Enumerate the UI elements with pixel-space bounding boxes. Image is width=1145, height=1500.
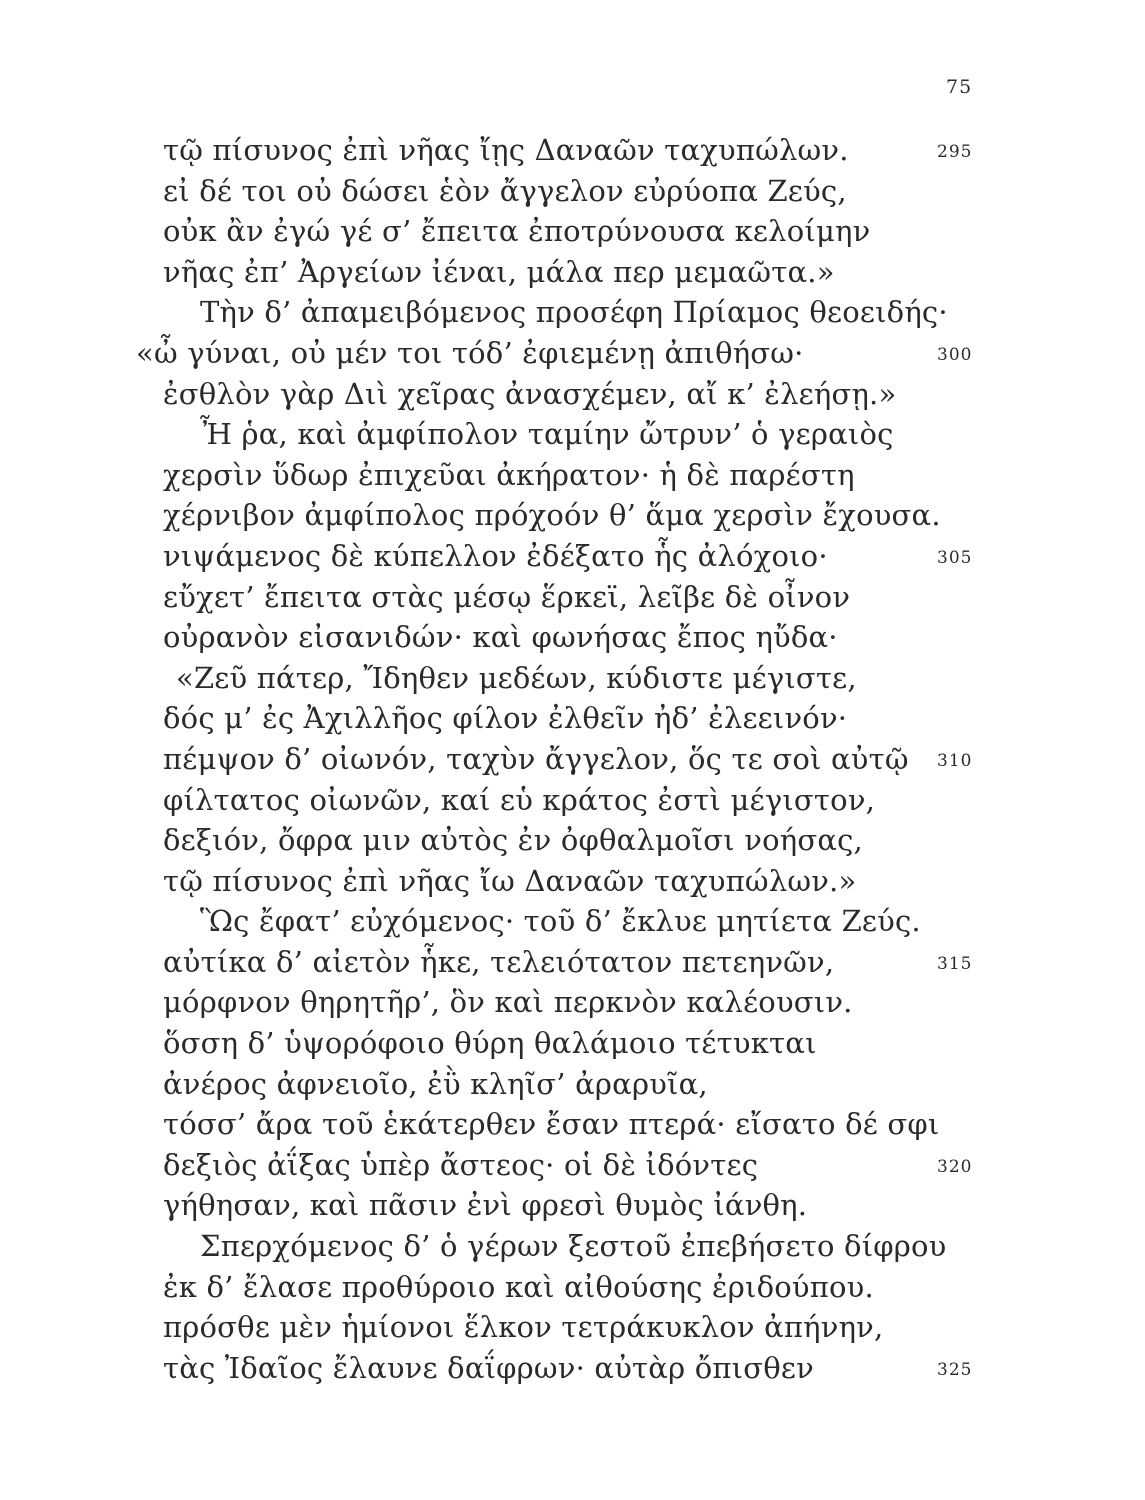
verse-text: εἰ δέ τοι οὐ δώσει ἑὸν ἄγγελον εὐρύοπα Ζεύς, <box>163 173 847 208</box>
verse-line <box>0 901 1145 942</box>
verse-text: μόρφνον θηρητῆρ’, ὃν καὶ περκνὸν καλέουσιν. <box>163 985 853 1020</box>
verse-text: πέμψον δ’ οἰωνόν, ταχὺν ἄγγελον, ὅς τε σοὶ αὐτῷ <box>163 741 909 776</box>
verse-text: ὅσση δ’ ὑψορόφοιο θύρη θαλάμοιο τέτυκται <box>163 1026 817 1061</box>
verse-text: χερσὶν ὕδωρ ἐπιχεῦαι ἀκήρατον· ἡ δὲ παρέστη <box>163 457 855 492</box>
verse-line <box>0 820 1145 861</box>
verse-line <box>0 861 1145 902</box>
verse-text: δεξιόν, ὄφρα μιν αὐτὸς ἐν ὀφθαλμοῖσι νοήσας, <box>163 823 863 858</box>
verse-text: πρόσθε μὲν ἡμίονοι ἕλκον τετράκυκλον ἀπήνην, <box>163 1310 884 1345</box>
verse-line <box>0 333 1145 374</box>
verse-line <box>0 414 1145 455</box>
verse-text: Ἦ ῥα, καὶ ἀμφίπολον ταμίην ὤτρυν’ ὁ γεραιὸς <box>200 417 894 452</box>
verse-text: Ὣς ἔφατ’ εὐχόμενος· τοῦ δ’ ἔκλυε μητίετα Ζεύς. <box>200 904 921 939</box>
verse-line <box>0 252 1145 293</box>
verse-line <box>0 1023 1145 1064</box>
verse-text: χέρνιβον ἀμφίπολος πρόχοόν θ’ ἅμα χερσὶν ἔχουσα. <box>163 498 941 533</box>
verse-line <box>0 1064 1145 1105</box>
verse-line <box>0 658 1145 699</box>
verse-text: οὐκ ἂν ἐγώ γέ σ’ ἔπειτα ἐποτρύνουσα κελοίμην <box>163 214 871 249</box>
verse-text: Τὴν δ’ ἀπαμειβόμενος προσέφη Πρίαμος θεοειδής· <box>200 295 948 330</box>
verse-line <box>0 171 1145 212</box>
verse-text: γήθησαν, καὶ πᾶσιν ἐνὶ φρεσὶ θυμὸς ἰάνθη. <box>163 1188 808 1223</box>
verse-text: φίλτατος οἰωνῶν, καί εὑ κράτος ἐστὶ μέγιστον, <box>163 782 876 817</box>
verse-text: δεξιὸς ἀΐξας ὑπὲρ ἄστεος· οἱ δὲ ἰδόντες <box>163 1147 759 1182</box>
verse-text: τόσσ’ ἄρα τοῦ ἑκάτερθεν ἔσαν πτερά· εἴσατο δέ σφι <box>163 1107 940 1142</box>
verse-line <box>0 455 1145 496</box>
verse-text: Σπερχόμενος δ’ ὁ γέρων ξεστοῦ ἐπεβήσετο δίφρου <box>200 1229 947 1264</box>
verse-line <box>0 1104 1145 1145</box>
verse-text: «ὦ γύναι, οὐ μέν τοι τόδ’ ἐφιεμένῃ ἀπιθήσω· <box>136 335 804 370</box>
verse-text: τῷ πίσυνος ἐπὶ νῆας ἴῃς Δαναῶν ταχυπώλων. <box>163 133 849 167</box>
verse-text: νιψάμενος δὲ κύπελλον ἐδέξατο ἧς ἀλόχοιο· <box>163 538 828 573</box>
verse-line <box>0 292 1145 333</box>
verse-text: ἐκ δ’ ἔλασε προθύροιο καὶ αἰθούσης ἐριδούπου. <box>163 1269 874 1304</box>
line-number: 315 <box>937 953 973 974</box>
page-number: 75 <box>946 76 973 98</box>
verse-text: νῆας ἐπ’ Ἀργείων ἰέναι, μάλα περ μεμαῶτα.» <box>163 254 835 289</box>
verse-text: ἀνέρος ἀφνειοῖο, ἐῢ κληῖσ’ ἀραρυῖα, <box>163 1066 708 1101</box>
line-number: 305 <box>937 547 973 568</box>
verse-line <box>0 211 1145 252</box>
verse-text: αὐτίκα δ’ αἰετὸν ἧκε, τελειότατον πετεηνῶν, <box>163 944 835 979</box>
verse-line <box>0 577 1145 618</box>
verse-text: ἐσθλὸν γὰρ Διὶ χεῖρας ἀνασχέμεν, αἴ κ’ ἐλεήσῃ.» <box>163 376 897 411</box>
verse-text: εὔχετ’ ἔπειτα στὰς μέσῳ ἕρκεϊ, λεῖβε δὲ οἶνον <box>163 579 851 614</box>
verse-line <box>0 1185 1145 1226</box>
line-number: 325 <box>937 1359 973 1380</box>
verse-line <box>0 1226 1145 1267</box>
verse-text: «Ζεῦ πάτερ, Ἴδηθεν μεδέων, κύδιστε μέγιστε, <box>176 660 857 695</box>
verse-text: τὰς Ἰδαῖος ἔλαυνε δαΐφρων· αὐτὰρ ὄπισθεν <box>163 1350 814 1385</box>
verse-line <box>0 1348 1145 1389</box>
verse-line <box>0 536 1145 577</box>
verse-text: οὐρανὸν εἰσανιδών· καὶ φωνήσας ἔπος ηὔδα· <box>163 620 838 655</box>
verse-line <box>0 698 1145 739</box>
line-number: 300 <box>937 344 973 365</box>
verse-line <box>0 495 1145 536</box>
verse-lines <box>0 130 1145 1388</box>
line-number: 295 <box>937 142 973 162</box>
verse-line <box>0 780 1145 821</box>
line-number: 320 <box>937 1156 973 1177</box>
verse-text: τῷ πίσυνος ἐπὶ νῆας ἴω Δαναῶν ταχυπώλων.» <box>163 863 857 898</box>
verse-line <box>0 374 1145 415</box>
verse-line <box>0 942 1145 983</box>
verse-text: δός μ’ ἐς Ἀχιλλῆος φίλον ἐλθεῖν ἠδ’ ἐλεεινόν· <box>163 701 848 736</box>
verse-line <box>0 130 1145 171</box>
verse-line <box>0 1145 1145 1186</box>
line-number: 310 <box>937 750 973 771</box>
verse-line <box>0 1267 1145 1308</box>
verse-line <box>0 1307 1145 1348</box>
verse-line <box>0 617 1145 658</box>
verse-line <box>0 739 1145 780</box>
verse-line <box>0 982 1145 1023</box>
